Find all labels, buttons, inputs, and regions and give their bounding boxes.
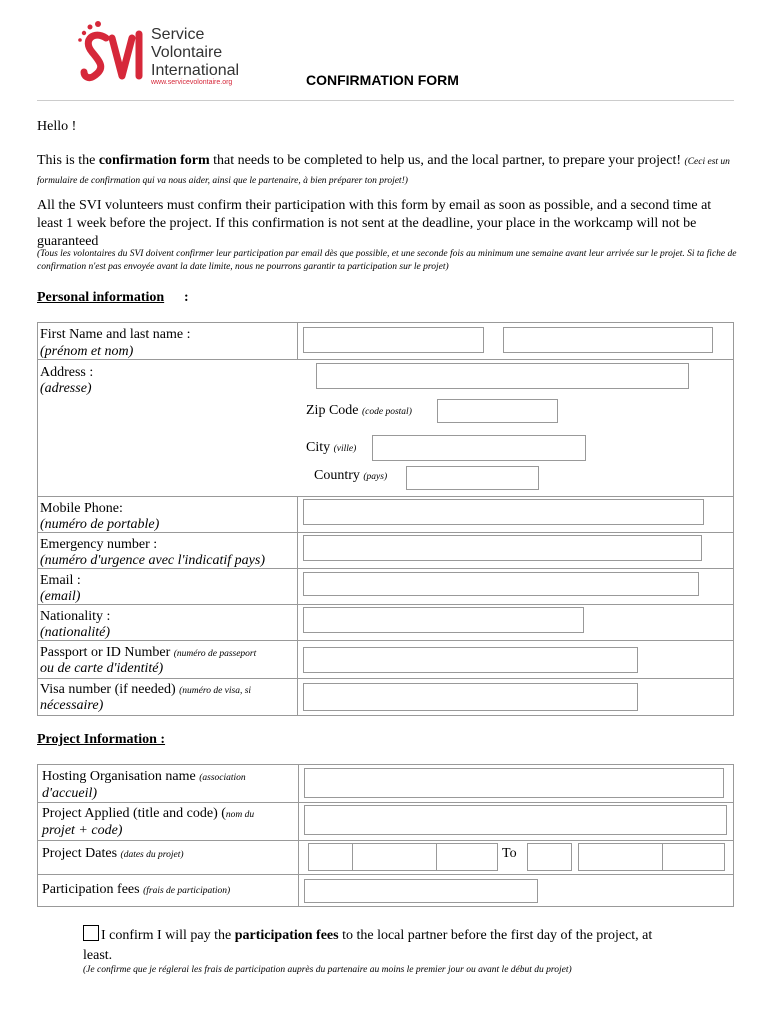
project-row-divider	[37, 802, 734, 803]
zip-label-text: Zip Code	[306, 403, 362, 418]
confirm-text-bold: participation fees	[234, 928, 339, 943]
email-label: Email :	[40, 573, 81, 588]
name-label-fr: (prénom et nom)	[40, 344, 134, 359]
confirm-text-c: to the local partner before the first day of the project, at least.	[83, 928, 653, 963]
project-row-divider	[37, 874, 734, 875]
start-year-field[interactable]	[436, 843, 498, 871]
participation-fees-field[interactable]	[304, 879, 538, 903]
project-applied-field[interactable]	[304, 805, 727, 835]
project-table-divider	[298, 764, 299, 907]
dates-to-label: To	[502, 846, 517, 861]
passport-label	[40, 645, 256, 662]
country-label	[314, 468, 387, 484]
visa-number-field[interactable]	[303, 683, 638, 711]
city-label-text: City	[306, 440, 334, 455]
first-name-field[interactable]	[303, 327, 484, 353]
zip-label	[306, 403, 412, 419]
hosting-label-fr-2: d'accueil)	[42, 786, 98, 801]
logo-line-3: International	[151, 62, 240, 79]
start-month-field[interactable]	[352, 843, 437, 871]
dates-label-fr: (dates du projet)	[120, 850, 184, 860]
visa-label-fr: (numéro de visa, si	[179, 686, 252, 696]
intro-bold: confirmation form	[98, 153, 210, 168]
city-field[interactable]	[372, 435, 586, 461]
hosting-label-fr: (association	[199, 773, 246, 783]
row-divider	[37, 604, 734, 605]
personal-heading	[37, 290, 164, 306]
logo-text	[151, 26, 239, 80]
nationality-label: Nationality :	[40, 609, 111, 624]
logo-line-1: Service	[151, 26, 205, 43]
nationality-field[interactable]	[303, 607, 584, 633]
row-divider	[37, 640, 734, 641]
emergency-label: Emergency number :	[40, 537, 158, 552]
applied-label	[42, 806, 254, 823]
city-label	[306, 440, 356, 456]
mobile-label: Mobile Phone:	[40, 501, 123, 516]
email-label-fr: (email)	[40, 589, 81, 604]
nationality-label-fr: (nationalité)	[40, 625, 110, 640]
applied-label-fr: nom du	[225, 810, 255, 820]
intro-paragraph-2-french	[37, 248, 737, 274]
intro-text: This is the	[37, 153, 99, 168]
dates-label-text: Project Dates	[42, 846, 121, 861]
passport-label-text: Passport or ID Number	[40, 645, 174, 660]
zip-code-field[interactable]	[437, 399, 558, 423]
project-row-divider	[37, 840, 734, 841]
country-field[interactable]	[406, 466, 539, 490]
greeting: Hello !	[37, 119, 77, 134]
mobile-phone-field[interactable]	[303, 499, 704, 525]
applied-label-text: Project Applied (title and code) (	[42, 806, 226, 821]
intro-french: (Ceci est un formulaire de confirmation qui va nous aider, ainsi que le partenaire, à bien préparer ton projet!)	[37, 157, 730, 186]
row-divider	[37, 359, 734, 360]
intro-french-2: (Tous les volontaires du SVI doivent confirmer leur participation par email dès que possible, et une seconde fois au minimum une semaine avant leur arrivée sur le projet. Si ta fiche de confirmation n'est pas envoyée avant la date limite, nous ne pourrons garantir ta participation sur le projet)	[37, 249, 737, 272]
visa-label-text: Visa number (if needed)	[40, 682, 180, 697]
logo-url: www.servicevolontaire.org	[151, 79, 233, 86]
confirm-french: (Je confirme que je réglerai les frais de participation auprès du partenaire au moins le premier jour ou avant le début du projet)	[83, 965, 572, 975]
logo-line-2: Volontaire	[151, 44, 223, 61]
address-field[interactable]	[316, 363, 689, 389]
confirm-text	[83, 926, 658, 966]
start-day-field[interactable]	[308, 843, 353, 871]
passport-label-fr: (numéro de passeport	[173, 649, 257, 659]
hosting-label	[42, 769, 246, 786]
hosting-organisation-field[interactable]	[304, 768, 724, 798]
confirm-text-a: I confirm I will pay the	[101, 928, 235, 943]
emergency-number-field[interactable]	[303, 535, 702, 561]
address-label-fr: (adresse)	[40, 381, 92, 396]
country-label-fr: (pays)	[363, 472, 388, 482]
email-field[interactable]	[303, 572, 699, 596]
zip-label-fr: (code postal)	[362, 407, 412, 417]
emergency-label-fr: (numéro d'urgence avec l'indicatif pays)	[40, 553, 265, 568]
passport-number-field[interactable]	[303, 647, 638, 673]
project-heading: Project Information :	[37, 732, 166, 747]
applied-label-fr-2: projet + code)	[42, 823, 123, 838]
country-label-text: Country	[314, 468, 364, 483]
intro-paragraph-1	[37, 152, 737, 190]
visa-label-fr-2: nécessaire)	[40, 698, 104, 713]
address-cell-span	[297, 360, 299, 496]
end-day-field[interactable]	[527, 843, 572, 871]
fees-label	[42, 882, 230, 899]
row-divider	[37, 678, 734, 679]
end-year-field[interactable]	[662, 843, 725, 871]
header-divider	[37, 100, 734, 101]
personal-heading-text: Personal information	[37, 290, 165, 305]
end-month-field[interactable]	[578, 843, 663, 871]
fees-label-text: Participation fees	[42, 882, 144, 897]
dates-label	[42, 846, 184, 863]
mobile-label-fr: (numéro de portable)	[40, 517, 160, 532]
hosting-label-text: Hosting Organisation name	[42, 769, 200, 784]
address-label: Address :	[40, 365, 94, 380]
visa-label	[40, 682, 251, 699]
row-divider	[37, 496, 734, 497]
personal-heading-colon: :	[184, 290, 189, 305]
name-label: First Name and last name :	[40, 327, 191, 342]
last-name-field[interactable]	[503, 327, 713, 353]
intro-text-2: that needs to be completed to help us, and the local partner, to prepare your project!	[209, 153, 685, 168]
svi-logo-icon	[76, 18, 148, 88]
city-label-fr: (ville)	[333, 444, 357, 454]
fees-label-fr: (frais de participation)	[143, 886, 231, 896]
passport-label-fr-2: ou de carte d'identité)	[40, 661, 164, 676]
form-title: CONFIRMATION FORM	[306, 72, 459, 88]
intro-paragraph-2: All the SVI volunteers must confirm their participation with this form by email as soon as possible, and a second time at least 1 week before the project. If this confirmation is not sent at the deadline, your place in the workcamp will not be guaranteed	[37, 198, 712, 249]
